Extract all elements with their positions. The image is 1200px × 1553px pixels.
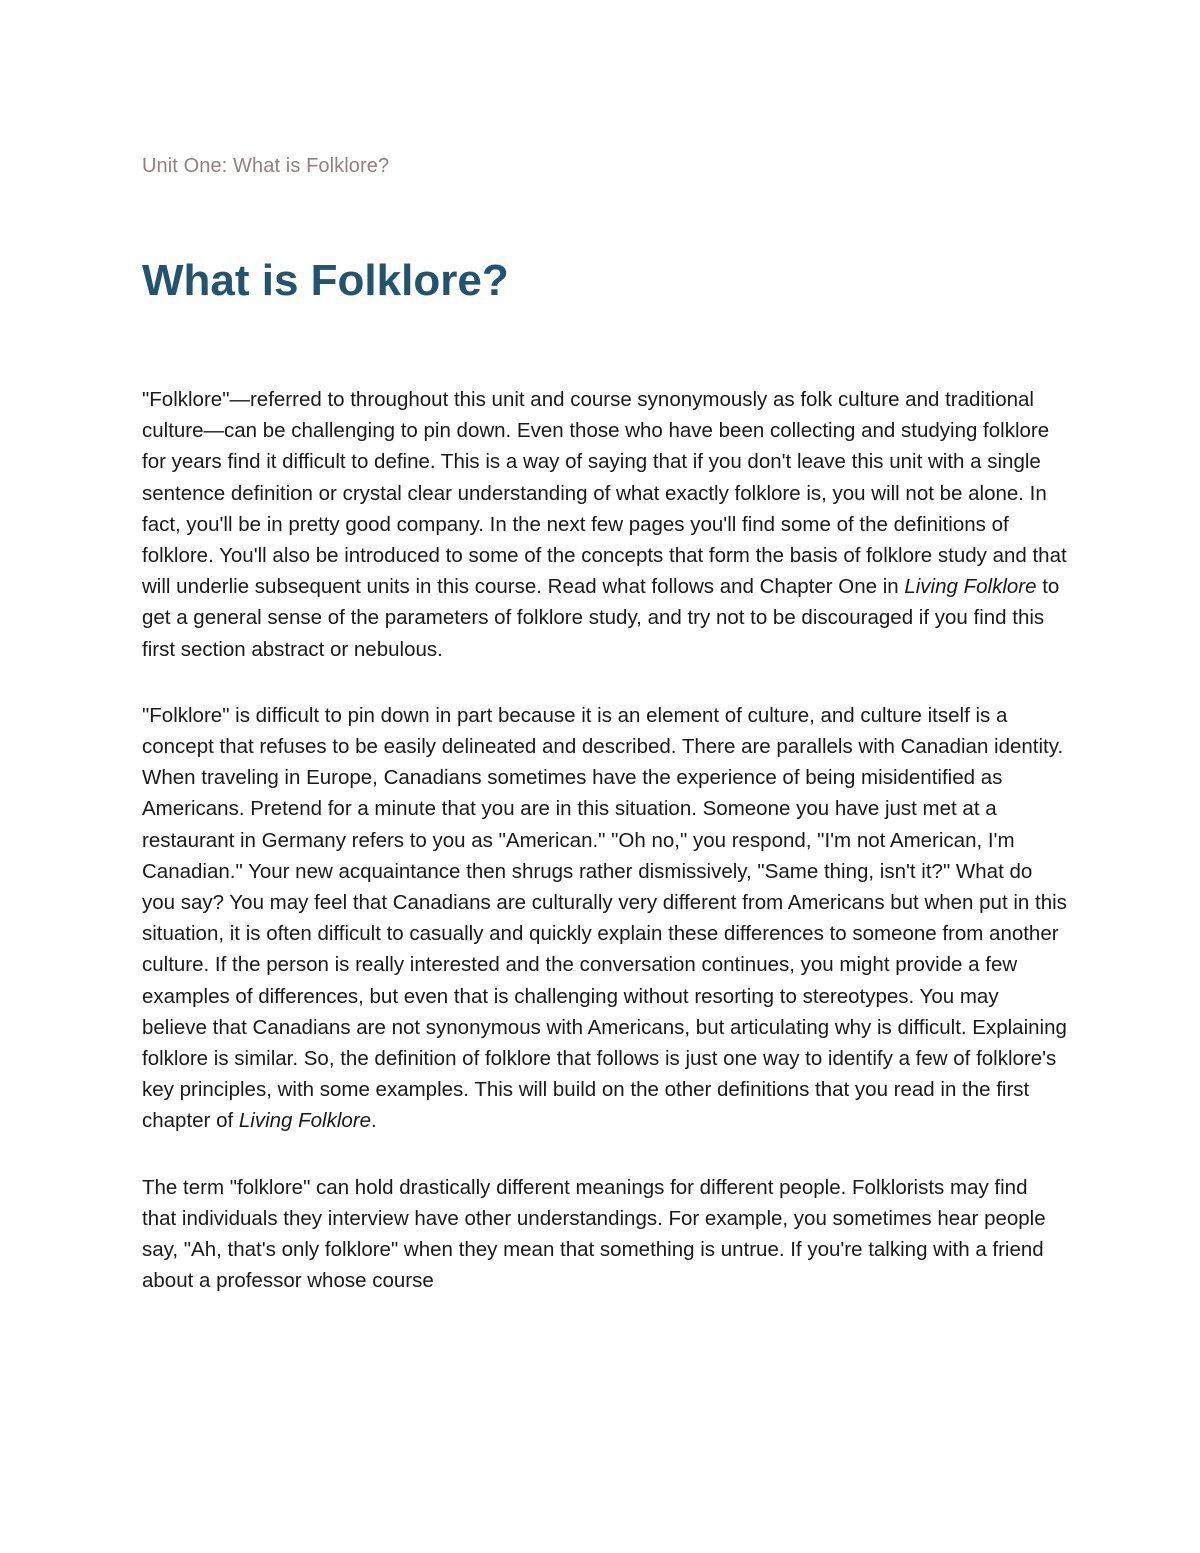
paragraph-3-text: The term "folklore" can hold drastically different meanings for different people. Folklorists may find that individuals they interview have other understandings. For example, you sometimes hear people say, "Ah, that's only folklore" when they mean that something is untrue. If you're talking with a friend about a professor whose course [142, 1175, 1046, 1293]
page-title: What is Folklore? [142, 256, 509, 305]
book-title: Living Folklore [238, 1109, 372, 1133]
paragraph-2-text-end: . [371, 1109, 377, 1133]
paragraph-1 [142, 384, 1067, 665]
paragraph-3 [142, 1172, 1067, 1297]
paragraph-1-text: "Folklore"—referred to throughout this unit and course synonymously as folk culture and traditional culture—can be challenging to pin down. Even those who have been collecting and studying folklore for years find it difficult to define. This is a way of saying that if you don't leave this unit with a single sentence definition or crystal clear understanding of what exactly folklore is, you will not be alone. In fact, you'll be in pretty good company. In the next few pages you'll find some of the definitions of folklore. You'll also be introduced to some of the concepts that form the basis of folklore study and that will underlie subsequent units in this course. Read what follows and Chapter One in [142, 388, 1067, 599]
paragraph-2 [142, 700, 1067, 1137]
unit-label: Unit One: What is Folklore? [142, 155, 390, 177]
paragraph-1-text-end: to get a general sense of the parameters of folklore study, and try not to be discouraged if you find this first section abstract or nebulous. [142, 575, 1060, 661]
paragraph-2-text: "Folklore" is difficult to pin down in part because it is an element of culture, and culture itself is a concept that refuses to be easily delineated and described. There are parallels with Canadian identity. When traveling in Europe, Canadians sometimes have the experience of being misidentified as Americans. Pretend for a minute that you are in this situation. Someone you have just met at a restaurant in Germany refers to you as "American." "Oh no," you respond, "I'm not American, I'm Canadian." Your new acquaintance then shrugs rather dismissively, "Same thing, isn't it?" What do you say? You may feel that Canadians are culturally very different from Americans but when put in this situation, it is often difficult to casually and quickly explain these differences to someone from another culture. If the person is really interested and the conversation continues, you might provide a few examples of differences, but even that is challenging without resorting to stereotypes. You may believe that Canadians are not synonymous with Americans, but articulating why is difficult. Explaining folklore is similar. So, the definition of folklore that follows is just one way to identify a few of folklore's key principles, with some examples. This will build on the other definitions that you read in the first chapter of [142, 703, 1067, 1133]
book-title: Living Folklore [904, 575, 1037, 599]
body-text [142, 384, 1067, 1331]
